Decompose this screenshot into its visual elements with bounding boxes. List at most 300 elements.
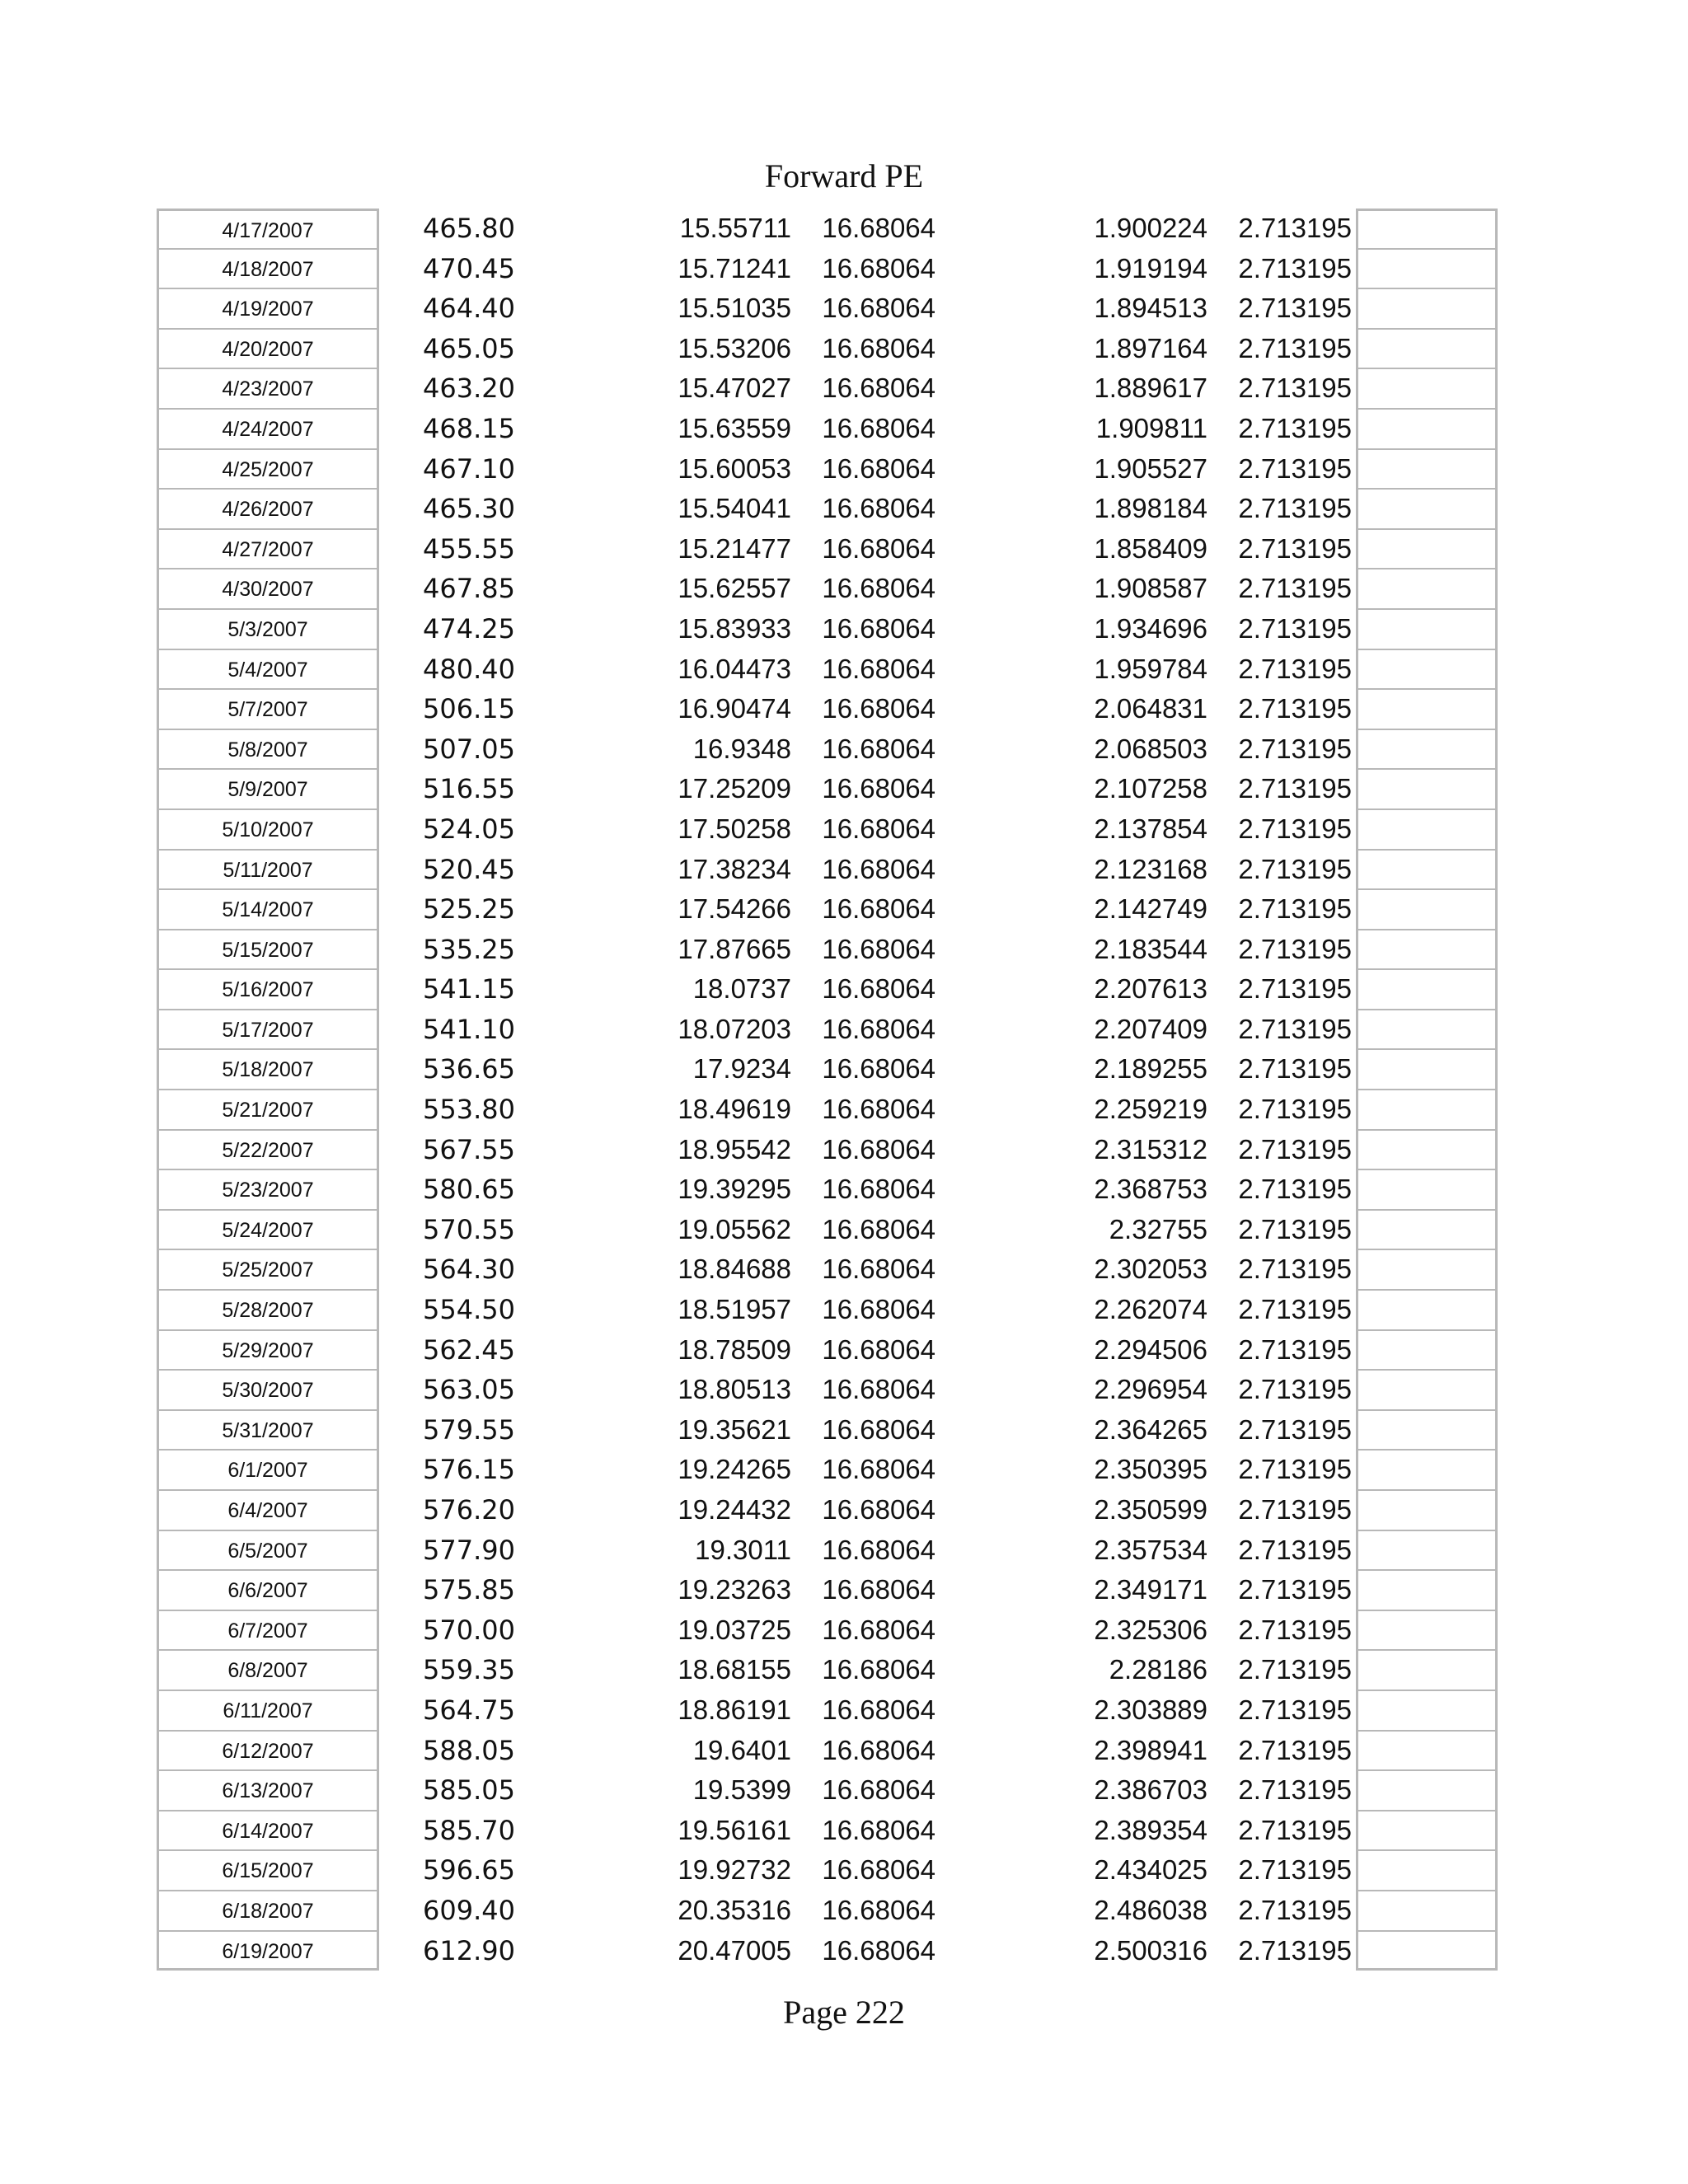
- table-row: [0, 1010, 1688, 1050]
- table-row: [0, 449, 1688, 490]
- average-ratio-cell: 2.713195: [1238, 332, 1352, 363]
- empty-cell: [1356, 329, 1498, 369]
- date-cell: 5/7/2007: [157, 689, 379, 729]
- average-ratio-cell: 2.713195: [1238, 252, 1352, 284]
- ratio-cell: 2.398941: [1094, 1734, 1207, 1765]
- table-row: [0, 1049, 1688, 1090]
- price-cell: 570.55: [423, 1213, 515, 1245]
- ratio-cell: 2.357534: [1094, 1534, 1207, 1565]
- empty-cell: [1356, 1130, 1498, 1170]
- ratio-cell: 1.898184: [1094, 493, 1207, 524]
- pe-cell: 18.49619: [678, 1094, 791, 1125]
- table-row: [0, 1850, 1688, 1891]
- price-cell: 520.45: [423, 853, 515, 885]
- average-ratio-cell: 2.713195: [1238, 693, 1352, 724]
- price-cell: 562.45: [423, 1333, 515, 1366]
- page-title: Forward PE: [764, 157, 924, 194]
- average-ratio-cell: 2.713195: [1238, 1133, 1352, 1165]
- ratio-cell: 2.294506: [1094, 1333, 1207, 1365]
- average-ratio-cell: 2.713195: [1238, 853, 1352, 884]
- date-cell: 5/8/2007: [157, 729, 379, 770]
- ratio-cell: 2.302053: [1094, 1254, 1207, 1285]
- date-cell: 5/21/2007: [157, 1090, 379, 1130]
- date-cell: 5/10/2007: [157, 809, 379, 850]
- average-pe-cell: 16.68064: [822, 1333, 935, 1365]
- pe-cell: 15.63559: [678, 412, 791, 443]
- empty-cell: [1356, 1090, 1498, 1130]
- pe-cell: 18.68155: [678, 1654, 791, 1685]
- price-cell: 465.30: [423, 493, 515, 525]
- table-row: [0, 209, 1688, 249]
- pe-cell: 17.38234: [678, 853, 791, 884]
- table-row: [0, 1249, 1688, 1290]
- pe-cell: 19.24265: [678, 1454, 791, 1485]
- pe-cell: 16.04473: [678, 653, 791, 684]
- average-ratio-cell: 2.713195: [1238, 1174, 1352, 1205]
- price-cell: 467.85: [423, 573, 515, 605]
- average-ratio-cell: 2.713195: [1238, 1934, 1352, 1966]
- table-row: [0, 1650, 1688, 1690]
- empty-cell: [1356, 1610, 1498, 1651]
- pe-cell: 20.35316: [678, 1894, 791, 1925]
- date-cell: 5/29/2007: [157, 1330, 379, 1371]
- date-cell: 4/17/2007: [157, 209, 379, 249]
- average-pe-cell: 16.68064: [822, 1374, 935, 1405]
- price-cell: 506.15: [423, 693, 515, 725]
- price-cell: 577.90: [423, 1534, 515, 1566]
- average-pe-cell: 16.68064: [822, 1454, 935, 1485]
- ratio-cell: 1.897164: [1094, 332, 1207, 363]
- pe-cell: 15.71241: [678, 252, 791, 284]
- average-pe-cell: 16.68064: [822, 1774, 935, 1806]
- price-cell: 580.65: [423, 1174, 515, 1206]
- ratio-cell: 1.919194: [1094, 252, 1207, 284]
- average-pe-cell: 16.68064: [822, 1854, 935, 1886]
- ratio-cell: 2.32755: [1109, 1213, 1207, 1244]
- price-cell: 596.65: [423, 1854, 515, 1886]
- date-cell: 4/19/2007: [157, 288, 379, 329]
- average-pe-cell: 16.68064: [822, 1494, 935, 1525]
- average-ratio-cell: 2.713195: [1238, 773, 1352, 804]
- ratio-cell: 2.364265: [1094, 1413, 1207, 1445]
- average-pe-cell: 16.68064: [822, 532, 935, 564]
- empty-cell: [1356, 1010, 1498, 1050]
- average-ratio-cell: 2.713195: [1238, 1774, 1352, 1806]
- empty-cell: [1356, 288, 1498, 329]
- price-cell: 575.85: [423, 1574, 515, 1606]
- empty-cell: [1356, 489, 1498, 529]
- ratio-cell: 1.934696: [1094, 612, 1207, 644]
- empty-cell: [1356, 649, 1498, 690]
- pe-cell: 19.92732: [678, 1854, 791, 1886]
- empty-cell: [1356, 969, 1498, 1010]
- average-ratio-cell: 2.713195: [1238, 1854, 1352, 1886]
- average-pe-cell: 16.68064: [822, 1614, 935, 1645]
- ratio-cell: 2.259219: [1094, 1094, 1207, 1125]
- average-pe-cell: 16.68064: [822, 1294, 935, 1325]
- empty-cell: [1356, 1330, 1498, 1371]
- price-cell: 470.45: [423, 252, 515, 284]
- date-cell: 5/25/2007: [157, 1249, 379, 1290]
- date-cell: 4/24/2007: [157, 409, 379, 449]
- price-cell: 559.35: [423, 1654, 515, 1686]
- average-pe-cell: 16.68064: [822, 693, 935, 724]
- price-cell: 468.15: [423, 412, 515, 444]
- empty-cell: [1356, 1169, 1498, 1210]
- pe-cell: 18.80513: [678, 1374, 791, 1405]
- price-cell: 579.55: [423, 1413, 515, 1446]
- date-cell: 6/15/2007: [157, 1850, 379, 1891]
- average-ratio-cell: 2.713195: [1238, 973, 1352, 1005]
- pe-cell: 20.47005: [678, 1934, 791, 1966]
- date-cell: 4/18/2007: [157, 249, 379, 289]
- ratio-cell: 2.486038: [1094, 1894, 1207, 1925]
- average-pe-cell: 16.68064: [822, 373, 935, 404]
- ratio-cell: 2.350599: [1094, 1494, 1207, 1525]
- table-row: [0, 1891, 1688, 1931]
- date-cell: 4/27/2007: [157, 529, 379, 569]
- price-cell: 464.40: [423, 293, 515, 325]
- average-pe-cell: 16.68064: [822, 1213, 935, 1244]
- ratio-cell: 2.189255: [1094, 1053, 1207, 1085]
- pe-cell: 17.25209: [678, 773, 791, 804]
- table-row: [0, 1090, 1688, 1130]
- price-cell: 564.75: [423, 1694, 515, 1726]
- empty-cell: [1356, 1570, 1498, 1610]
- average-pe-cell: 16.68064: [822, 1654, 935, 1685]
- average-pe-cell: 16.68064: [822, 1574, 935, 1605]
- pe-cell: 18.84688: [678, 1254, 791, 1285]
- empty-cell: [1356, 569, 1498, 609]
- price-cell: 465.05: [423, 332, 515, 364]
- table-row: [0, 1130, 1688, 1170]
- date-cell: 6/5/2007: [157, 1530, 379, 1571]
- pe-cell: 18.95542: [678, 1133, 791, 1165]
- pe-cell: 19.39295: [678, 1174, 791, 1205]
- empty-cell: [1356, 1931, 1498, 1971]
- table-row: [0, 1530, 1688, 1571]
- empty-cell: [1356, 209, 1498, 249]
- empty-cell: [1356, 1410, 1498, 1451]
- table-row: [0, 1370, 1688, 1410]
- pe-cell: 15.53206: [678, 332, 791, 363]
- date-cell: 4/26/2007: [157, 489, 379, 529]
- average-ratio-cell: 2.713195: [1238, 1614, 1352, 1645]
- average-ratio-cell: 2.713195: [1238, 493, 1352, 524]
- ratio-cell: 2.137854: [1094, 813, 1207, 844]
- ratio-cell: 2.207409: [1094, 1013, 1207, 1044]
- price-cell: 564.30: [423, 1254, 515, 1286]
- average-ratio-cell: 2.713195: [1238, 733, 1352, 764]
- average-ratio-cell: 2.713195: [1238, 612, 1352, 644]
- pe-cell: 19.03725: [678, 1614, 791, 1645]
- price-cell: 536.65: [423, 1053, 515, 1085]
- ratio-cell: 2.368753: [1094, 1174, 1207, 1205]
- empty-cell: [1356, 729, 1498, 770]
- ratio-cell: 2.296954: [1094, 1374, 1207, 1405]
- ratio-cell: 1.900224: [1094, 213, 1207, 243]
- price-cell: 455.55: [423, 532, 515, 565]
- average-pe-cell: 16.68064: [822, 612, 935, 644]
- average-ratio-cell: 2.713195: [1238, 452, 1352, 484]
- average-pe-cell: 16.68064: [822, 293, 935, 324]
- price-cell: 570.00: [423, 1614, 515, 1646]
- ratio-cell: 1.905527: [1094, 452, 1207, 484]
- ratio-cell: 1.959784: [1094, 653, 1207, 684]
- ratio-cell: 2.500316: [1094, 1934, 1207, 1966]
- average-ratio-cell: 2.713195: [1238, 373, 1352, 404]
- ratio-cell: 1.908587: [1094, 573, 1207, 604]
- average-ratio-cell: 2.713195: [1238, 1574, 1352, 1605]
- date-cell: 6/11/2007: [157, 1690, 379, 1731]
- date-cell: 5/15/2007: [157, 930, 379, 970]
- empty-cell: [1356, 1210, 1498, 1250]
- table-row: [0, 649, 1688, 690]
- empty-cell: [1356, 930, 1498, 970]
- average-pe-cell: 16.68064: [822, 1094, 935, 1125]
- average-pe-cell: 16.68064: [822, 893, 935, 925]
- ratio-cell: 2.325306: [1094, 1614, 1207, 1645]
- price-cell: 541.15: [423, 973, 515, 1005]
- date-cell: 6/13/2007: [157, 1770, 379, 1811]
- date-cell: 6/14/2007: [157, 1811, 379, 1851]
- price-cell: 516.55: [423, 773, 515, 805]
- average-ratio-cell: 2.713195: [1238, 1294, 1352, 1325]
- table-row: [0, 569, 1688, 609]
- pe-cell: 17.50258: [678, 813, 791, 844]
- average-pe-cell: 16.68064: [822, 1734, 935, 1765]
- ratio-cell: 1.894513: [1094, 293, 1207, 324]
- average-pe-cell: 16.68064: [822, 213, 935, 243]
- date-cell: 5/3/2007: [157, 609, 379, 649]
- table-row: [0, 930, 1688, 970]
- pe-cell: 18.78509: [678, 1333, 791, 1365]
- ratio-cell: 2.350395: [1094, 1454, 1207, 1485]
- pe-cell: 15.51035: [678, 293, 791, 324]
- average-pe-cell: 16.68064: [822, 1053, 935, 1085]
- empty-cell: [1356, 1891, 1498, 1931]
- table-row: [0, 1330, 1688, 1371]
- average-pe-cell: 16.68064: [822, 452, 935, 484]
- table-row: [0, 329, 1688, 369]
- average-pe-cell: 16.68064: [822, 1894, 935, 1925]
- empty-cell: [1356, 1650, 1498, 1690]
- date-cell: 5/22/2007: [157, 1130, 379, 1170]
- pe-cell: 19.35621: [678, 1413, 791, 1445]
- ratio-cell: 2.303889: [1094, 1694, 1207, 1725]
- page-number: Page 222: [783, 1994, 905, 2031]
- average-pe-cell: 16.68064: [822, 1254, 935, 1285]
- empty-cell: [1356, 1850, 1498, 1891]
- empty-cell: [1356, 689, 1498, 729]
- pe-cell: 18.86191: [678, 1694, 791, 1725]
- date-cell: 5/16/2007: [157, 969, 379, 1010]
- date-cell: 5/14/2007: [157, 889, 379, 930]
- average-ratio-cell: 2.713195: [1238, 1494, 1352, 1525]
- average-ratio-cell: 2.713195: [1238, 532, 1352, 564]
- table-row: [0, 1690, 1688, 1731]
- average-pe-cell: 16.68064: [822, 252, 935, 284]
- average-ratio-cell: 2.713195: [1238, 1734, 1352, 1765]
- table-row: [0, 1570, 1688, 1610]
- date-cell: 5/23/2007: [157, 1169, 379, 1210]
- empty-cell: [1356, 1249, 1498, 1290]
- price-cell: 576.20: [423, 1494, 515, 1526]
- average-pe-cell: 16.68064: [822, 1133, 935, 1165]
- pe-cell: 18.07203: [678, 1013, 791, 1044]
- average-ratio-cell: 2.713195: [1238, 1374, 1352, 1405]
- ratio-cell: 2.207613: [1094, 973, 1207, 1005]
- average-pe-cell: 16.68064: [822, 733, 935, 764]
- price-cell: 525.25: [423, 893, 515, 926]
- average-pe-cell: 16.68064: [822, 573, 935, 604]
- price-cell: 588.05: [423, 1734, 515, 1766]
- pe-cell: 19.56161: [678, 1814, 791, 1845]
- average-ratio-cell: 2.713195: [1238, 573, 1352, 604]
- price-cell: 463.20: [423, 373, 515, 405]
- average-pe-cell: 16.68064: [822, 653, 935, 684]
- price-cell: 524.05: [423, 813, 515, 845]
- empty-cell: [1356, 409, 1498, 449]
- average-pe-cell: 16.68064: [822, 1694, 935, 1725]
- date-cell: 5/31/2007: [157, 1410, 379, 1451]
- empty-cell: [1356, 529, 1498, 569]
- pe-cell: 19.23263: [678, 1574, 791, 1605]
- table-row: [0, 409, 1688, 449]
- table-row: [0, 1731, 1688, 1771]
- empty-cell: [1356, 1290, 1498, 1330]
- price-cell: 541.10: [423, 1013, 515, 1045]
- average-ratio-cell: 2.713195: [1238, 653, 1352, 684]
- ratio-cell: 2.064831: [1094, 693, 1207, 724]
- ratio-cell: 2.107258: [1094, 773, 1207, 804]
- average-pe-cell: 16.68064: [822, 332, 935, 363]
- average-ratio-cell: 2.713195: [1238, 1053, 1352, 1085]
- average-ratio-cell: 2.713195: [1238, 412, 1352, 443]
- date-cell: 5/11/2007: [157, 850, 379, 890]
- price-cell: 474.25: [423, 612, 515, 644]
- date-cell: 6/12/2007: [157, 1731, 379, 1771]
- table-row: [0, 889, 1688, 930]
- table-row: [0, 489, 1688, 529]
- average-pe-cell: 16.68064: [822, 1814, 935, 1845]
- ratio-cell: 2.386703: [1094, 1774, 1207, 1806]
- pe-cell: 16.9348: [692, 733, 791, 764]
- empty-cell: [1356, 609, 1498, 649]
- ratio-cell: 2.389354: [1094, 1814, 1207, 1845]
- price-cell: 507.05: [423, 733, 515, 765]
- date-cell: 4/20/2007: [157, 329, 379, 369]
- table-row: [0, 1290, 1688, 1330]
- average-pe-cell: 16.68064: [822, 973, 935, 1005]
- empty-cell: [1356, 1490, 1498, 1530]
- pe-cell: 17.9234: [692, 1053, 791, 1085]
- average-pe-cell: 16.68064: [822, 1934, 935, 1966]
- empty-cell: [1356, 769, 1498, 809]
- table-row: [0, 1490, 1688, 1530]
- pe-cell: 18.51957: [678, 1294, 791, 1325]
- table-row: [0, 969, 1688, 1010]
- average-ratio-cell: 2.713195: [1238, 933, 1352, 964]
- average-ratio-cell: 2.713195: [1238, 1814, 1352, 1845]
- empty-cell: [1356, 249, 1498, 289]
- ratio-cell: 2.28186: [1109, 1654, 1207, 1685]
- date-cell: 4/30/2007: [157, 569, 379, 609]
- pe-cell: 15.47027: [678, 373, 791, 404]
- pe-cell: 17.87665: [678, 933, 791, 964]
- pe-cell: 15.55711: [679, 213, 791, 243]
- ratio-cell: 2.142749: [1094, 893, 1207, 925]
- pe-cell: 15.54041: [678, 493, 791, 524]
- date-cell: 6/4/2007: [157, 1490, 379, 1530]
- average-pe-cell: 16.68064: [822, 1013, 935, 1044]
- date-cell: 6/8/2007: [157, 1650, 379, 1690]
- date-cell: 5/18/2007: [157, 1049, 379, 1090]
- pe-cell: 19.05562: [678, 1213, 791, 1244]
- empty-cell: [1356, 449, 1498, 490]
- average-ratio-cell: 2.713195: [1238, 1694, 1352, 1725]
- empty-cell: [1356, 889, 1498, 930]
- pe-cell: 19.3011: [695, 1534, 791, 1565]
- table-row: [0, 1811, 1688, 1851]
- price-cell: 576.15: [423, 1454, 515, 1486]
- average-ratio-cell: 2.713195: [1238, 1333, 1352, 1365]
- empty-cell: [1356, 1731, 1498, 1771]
- average-ratio-cell: 2.713195: [1238, 1094, 1352, 1125]
- table-row: [0, 769, 1688, 809]
- table-row: [0, 288, 1688, 329]
- empty-cell: [1356, 1811, 1498, 1851]
- price-cell: 480.40: [423, 653, 515, 685]
- price-cell: 585.70: [423, 1814, 515, 1846]
- table-row: [0, 809, 1688, 850]
- empty-cell: [1356, 1690, 1498, 1731]
- ratio-cell: 1.909811: [1095, 412, 1207, 443]
- table-row: [0, 1931, 1688, 1971]
- table-row: [0, 249, 1688, 289]
- pe-cell: 19.6401: [692, 1734, 791, 1765]
- ratio-cell: 2.068503: [1094, 733, 1207, 764]
- table-row: [0, 1410, 1688, 1451]
- average-ratio-cell: 2.713195: [1238, 1454, 1352, 1485]
- date-cell: 6/6/2007: [157, 1570, 379, 1610]
- date-cell: 5/17/2007: [157, 1010, 379, 1050]
- average-pe-cell: 16.68064: [822, 412, 935, 443]
- ratio-cell: 2.262074: [1094, 1294, 1207, 1325]
- price-cell: 535.25: [423, 933, 515, 965]
- pe-cell: 19.24432: [678, 1494, 791, 1525]
- table-row: [0, 1210, 1688, 1250]
- ratio-cell: 2.349171: [1094, 1574, 1207, 1605]
- average-pe-cell: 16.68064: [822, 773, 935, 804]
- ratio-cell: 2.183544: [1094, 933, 1207, 964]
- date-cell: 4/23/2007: [157, 368, 379, 409]
- average-pe-cell: 16.68064: [822, 1174, 935, 1205]
- price-cell: 467.10: [423, 452, 515, 485]
- average-pe-cell: 16.68064: [822, 1534, 935, 1565]
- ratio-cell: 2.315312: [1094, 1133, 1207, 1165]
- date-cell: 5/28/2007: [157, 1290, 379, 1330]
- table-row: [0, 1610, 1688, 1651]
- average-ratio-cell: 2.713195: [1238, 1894, 1352, 1925]
- average-ratio-cell: 2.713195: [1238, 1013, 1352, 1044]
- price-cell: 563.05: [423, 1374, 515, 1406]
- data-table: [0, 209, 1688, 1971]
- table-row: [0, 1450, 1688, 1490]
- table-row: [0, 1770, 1688, 1811]
- table-row: [0, 529, 1688, 569]
- price-cell: 567.55: [423, 1133, 515, 1165]
